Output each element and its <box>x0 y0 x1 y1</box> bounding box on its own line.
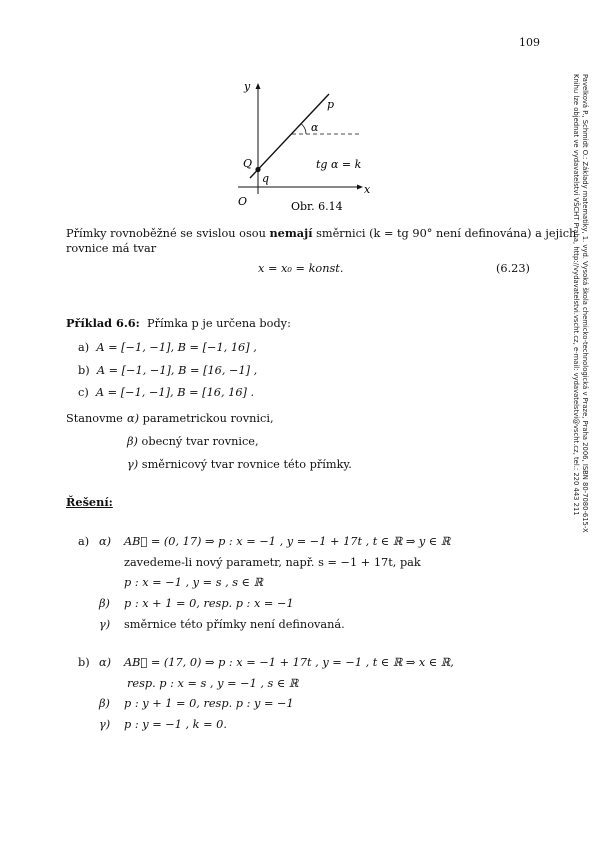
paragraph-line-1 <box>66 226 576 241</box>
task-text: parametrickou rovnici, <box>142 412 274 425</box>
equation-6-23: x = x₀ = konst. <box>258 262 344 275</box>
task-label: β) <box>127 435 138 448</box>
item-text: A = [−1, −1], B = [16, −1] , <box>96 364 258 377</box>
label-q-point: Q <box>243 157 253 170</box>
solution-b-gamma-line: p : y = −1 , k = 0. <box>124 718 227 731</box>
task-alpha <box>127 412 274 426</box>
side-note-line-1: Pavelková P., Schmidt O.: Základy matematiky, 1. vyd. Vysoká škola chemicko-technologická v Praze, Praha 2006, ISBN 80-7080-615-X <box>581 74 589 533</box>
task-label: α) <box>127 412 140 425</box>
paragraph-text-a: Přímky rovnoběžné se svislou osou <box>66 227 270 240</box>
y-axis-arrow <box>256 83 261 89</box>
solution-a-alpha-line2: zavedeme-li nový parametr, např. s = −1 + 17t, pak <box>124 556 421 569</box>
angle-arc <box>302 124 307 134</box>
label-p: p <box>327 98 335 111</box>
figure-caption: Obr. 6.14 <box>291 200 343 213</box>
solution-b-gamma-label: γ) <box>99 718 111 731</box>
example-item-b <box>78 364 257 378</box>
solution-b-beta-line: p : y + 1 = 0, resp. p : y = −1 <box>124 697 294 710</box>
example-title: Příklad 6.6: <box>66 316 140 330</box>
solution-a-alpha-line1: AB⃗ = (0, 17) ⇒ p : x = −1 , y = −1 + 17t , t ∈ ℝ ⇒ y ∈ ℝ <box>124 535 451 548</box>
item-text: A = [−1, −1], B = [16, 16] . <box>95 386 255 399</box>
example-item-c <box>78 386 254 400</box>
page-number: 109 <box>519 36 540 49</box>
paragraph-line-2: rovnice má tvar <box>66 242 157 255</box>
solution-a-gamma-label: γ) <box>99 618 111 631</box>
solution-a-label: a) <box>78 535 90 548</box>
side-note-line-2: Knihu lze objednat ve vydavatelství VŠCHT Praha, http://vydavatelstvi.vscht.cz, e-mail: vydavatelstvi@vscht.cz, tel.: 220 443 211 <box>572 74 580 516</box>
item-label: c) <box>78 386 89 399</box>
example-header <box>66 316 291 331</box>
label-y: y <box>244 80 251 93</box>
solution-b-label: b) <box>78 656 90 669</box>
equation-number: (6.23) <box>496 262 530 275</box>
task-text: obecný tvar rovnice, <box>141 435 259 448</box>
label-x: x <box>364 183 371 196</box>
point-q <box>255 167 260 172</box>
label-o: O <box>238 195 248 208</box>
item-text: A = [−1, −1], B = [−1, 16] , <box>96 341 257 354</box>
task-gamma <box>127 458 352 472</box>
figure-line-slope <box>220 74 380 214</box>
paragraph-bold: nemají <box>269 226 313 240</box>
solution-a-alpha-line3: p : x = −1 , y = s , s ∈ ℝ <box>124 576 263 589</box>
task-line-alpha <box>66 412 123 426</box>
task-lead: Stanovme <box>66 412 123 425</box>
solution-a-beta-label: β) <box>99 597 110 610</box>
task-text: směrnicový tvar rovnice této přímky. <box>141 458 352 471</box>
solution-a-gamma-line: směrnice této přímky není definovaná. <box>124 618 345 631</box>
solution-b-alpha-line2: resp. p : x = s , y = −1 , s ∈ ℝ <box>127 677 299 690</box>
label-q-intercept: q <box>262 172 270 185</box>
example-item-a <box>78 341 257 355</box>
example-intro: Přímka p je určena body: <box>147 317 291 330</box>
solution-a-alpha-label: α) <box>99 535 112 548</box>
solution-a-beta-line: p : x + 1 = 0, resp. p : x = −1 <box>124 597 294 610</box>
solution-heading: Řešení: <box>66 495 113 509</box>
x-axis-arrow <box>357 185 363 190</box>
label-slope: tg α = k <box>316 158 362 171</box>
item-label: b) <box>78 364 90 377</box>
solution-b-alpha-line1: AB⃗ = (17, 0) ⇒ p : x = −1 + 17t , y = −1 , t ∈ ℝ ⇒ x ∈ ℝ, <box>124 656 454 669</box>
item-label: a) <box>78 341 90 354</box>
solution-b-beta-label: β) <box>99 697 110 710</box>
task-beta <box>127 435 259 449</box>
solution-b-alpha-label: α) <box>99 656 112 669</box>
paragraph-text-b: směrnici (k = tg 90° není definována) a jejich <box>312 227 577 240</box>
label-alpha: α <box>311 121 319 134</box>
task-label: γ) <box>127 458 139 471</box>
